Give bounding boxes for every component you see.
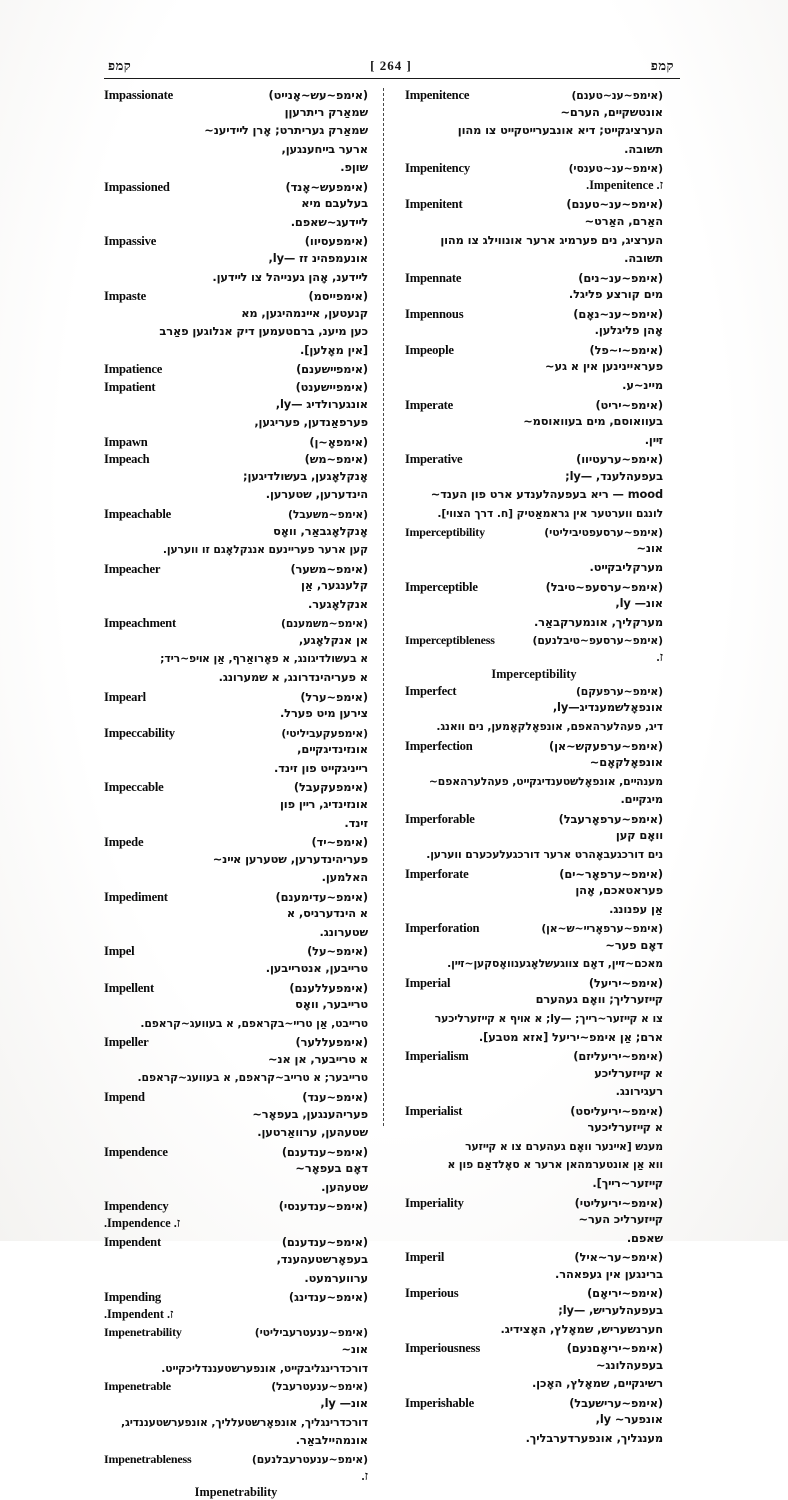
yiddish-gloss: (אימפאָ~ן) [309,434,368,449]
yiddish-gloss: (אימפעללער) [295,1035,368,1050]
entry-line: טרײבען, אנטרײבען. [265,961,368,976]
entry-line: וואָם קען [615,828,663,843]
entry [104,616,368,686]
entry-line: מיינ~ע. [622,378,663,393]
headword: Impennous [405,306,464,321]
yiddish-gloss: (אימפ~ענעטרעבלנעם) [251,1452,368,1466]
headword: Impeccability [104,725,175,740]
yiddish-gloss: (אימפיישענט) [295,379,368,394]
entry-line: לײדעג~שאפם. [290,214,368,229]
yiddish-gloss: (אימפ~יד) [311,835,368,850]
yiddish-gloss: (אימפ~ענדענם) [281,1235,368,1250]
yiddish-gloss: (אימפ~יריט) [595,397,663,412]
cross-reference: ז. [361,1468,368,1483]
entry-line: קײזערליכ הער~ [578,1212,663,1227]
entry-line: מים קורצע פליגל. [568,287,663,302]
headword: Imperative [405,452,463,467]
entry-line: מערקליך, אונמערקבאַר. [533,614,663,629]
entry-line: שמאַרק ריתרעןן [284,104,368,119]
cross-reference-target: Imperceptibility [491,666,577,681]
headword: Impeachable [104,506,172,521]
entry [104,1145,368,1197]
entry [104,380,368,432]
cross-reference-target: Impenetrability [194,1485,278,1500]
header-rule [104,78,680,79]
headword: Imperialism [405,1049,469,1064]
entry-line: אונ— ly, [320,1396,368,1411]
entry [405,812,663,864]
entry [405,452,663,522]
entry-line: קײזערליך; וואָם געהערם [535,992,663,1007]
entry [405,1286,663,1338]
entry [405,739,663,809]
entry-line: mood — ריא בעפעהלענדע ארט פון הענד~ [430,487,663,502]
yiddish-gloss: (אימפ~עש~אָנייט) [268,88,368,102]
entry-line: אָהן פליגלען. [594,323,663,338]
entry-line: טרײבט, אַן טרײ~בקראפם, א בעוועג~קראפם. [140,1016,368,1030]
yiddish-gloss: (אימפ~ערישעבל) [569,1395,663,1410]
entry-line: מענגליך, אונפערדערבליך. [525,1430,663,1445]
entry-line: צירען מיט פערל. [279,706,368,721]
entry-line: מיגקײם. [620,792,663,807]
entry [104,780,368,832]
headword: Impeach [104,452,150,467]
yiddish-gloss: (אימפ~מש) [304,452,368,467]
yiddish-gloss: (אימפ~ענ~טענם) [566,197,663,212]
headword: Imperfect [405,683,457,698]
entry-line: לונגם ווערטער אין גראמאַטיק [ח. דרך הצווי]. [437,506,663,520]
entry-line: אָנקלאָגבאַר, וואָס [273,523,368,538]
headword: Imperious [405,1286,459,1301]
entry-line: אונעמפהינ זז —ly, [268,251,368,266]
headword: Imperforable [405,811,475,826]
entry [405,921,663,973]
yiddish-gloss: (אימפ~ערסעפ~טיבל) [545,579,663,594]
running-head-left: קמפ [108,58,132,73]
entry-line: זינד. [344,815,368,830]
entry-line: א פעריהינדרונג, א שמערונג. [218,670,368,685]
entry [405,88,663,158]
yiddish-gloss: (אימפ~ענעטרעביליטי) [254,1326,368,1340]
yiddish-gloss: (אימפ~ענדענם) [281,1144,368,1159]
column-right [391,88,663,1445]
entry [405,1250,663,1283]
running-head-right: קמפ [650,58,674,73]
entry [405,1049,663,1101]
entry [104,1199,368,1232]
yiddish-gloss: (אימפ~יריעליטי) [574,1195,663,1210]
entry-line: אונטשקײם, הערם~ [560,104,663,119]
entry [104,88,368,177]
entry [104,890,368,942]
headword: Imperceptibility [405,524,485,539]
entry-line: א קײזערליכע [594,1065,663,1080]
headword: Impede [104,835,144,850]
headword: Impenitent [405,197,463,212]
entry-line: פעריהענגען, בעפאָר~ [252,1106,368,1121]
entry [104,1380,368,1450]
page-number: [ 264 ] [370,58,412,73]
headword: Impenetrableness [104,1451,192,1466]
headword: Impeccable [104,780,164,795]
yiddish-gloss: (אימפ~יריאָםנעם) [566,1341,663,1356]
two-column-body [104,88,680,1500]
entry-line: האַרם, האַרט~ [584,213,663,228]
headword: Impendency [104,1199,169,1214]
yiddish-gloss: (אימפ~ענעטרעבל) [271,1380,368,1394]
cross-reference: ז. Impendent. [104,1306,174,1321]
yiddish-gloss: (אימפ~יריעליזם) [573,1049,663,1064]
headword: Impeople [405,342,454,357]
yiddish-gloss: (אימפעללענם) [289,980,368,995]
yiddish-gloss: (אימפ~ערסעפטיביליטי) [544,525,663,539]
headword: Impeachment [104,616,176,631]
entry-line: [אין מאָלען]. [300,342,368,357]
entry-line: דורכדרינגליך, אונפאָרשטעלליך, אונפערשטעננדיג, [121,1415,368,1429]
headword: Impatience [104,362,163,377]
entry-line: שטעהען. [321,1179,368,1194]
entry [405,684,663,736]
entry [405,1396,663,1448]
yiddish-gloss: (אימפעקעבל) [293,780,368,795]
entry-line: בעפאָרשטעהענד, [276,1252,368,1267]
entry-line: אן אנקלאָגע, [298,632,368,647]
yiddish-gloss: (אימפ~עדימענם) [275,889,368,904]
entry-line: רשיגקײם, שמאָלץ, האָכן. [531,1376,663,1391]
entry [104,234,368,286]
entry-line: בעפעהלונג~ [595,1357,663,1372]
yiddish-gloss: (אימפ~ערפעקש~אן) [548,738,663,753]
entry [104,1290,368,1323]
yiddish-gloss: (אימפ~ענ~נים) [578,270,663,285]
yiddish-gloss: (אימפ~ערעטיוו) [576,452,663,467]
yiddish-gloss: (אימפ~ענ~טענם) [571,89,663,102]
headword: Imperiality [405,1195,464,1210]
headword: Impennate [405,270,462,285]
entry-line: אונפאָלשמענדיג—ly, [552,700,663,715]
headword: Impenetrable [104,1379,171,1394]
entry-line: דאָם פער~ [605,937,663,952]
entry-line: תשובה. [624,251,663,266]
cross-reference: ז. [656,650,663,665]
entry-line: זײן. [644,432,663,447]
headword: Impellent [104,980,154,995]
entry [104,180,368,232]
entry [104,562,368,614]
entry [104,981,368,1033]
entry-line: פערפאַנדען, פעריגען, [254,415,368,430]
headword: Imperforation [405,921,480,936]
entry-line: אנקלאָגער. [308,596,368,611]
entry-line: א הינדערניס, א [286,906,368,921]
entry [405,1196,663,1248]
headword: Imperceptibleness [405,633,495,648]
entry-line: צו א קײזער~רײך; —ly; א אױף א קײזערליכער [434,1012,663,1026]
entry-line: מאכם~זײן, דאָם צווגעשלאָגענוואָסקען~זײן. [447,957,663,971]
entry [104,289,368,359]
headword: Imperceptible [405,579,478,594]
headword: Imperiousness [405,1341,481,1356]
entry [405,526,663,577]
entry-line: ארער בײחענגען, [281,141,368,156]
entry-line: חערנשעריש, שמאָלץ, האָצידיג. [500,1321,663,1336]
yiddish-gloss: (אימפ~יריעליסט) [570,1103,663,1118]
entry-line: קלענגער, אַן [301,578,368,593]
yiddish-gloss: (אימפעש~אָנד) [285,179,368,194]
entry [405,634,663,681]
entry-line: בעפעהלעריש, —ly; [558,1303,663,1317]
column-divider [383,88,384,1126]
entry [405,398,663,450]
entry [405,343,663,395]
headword: Impassionate [104,88,173,102]
entry [104,1090,368,1142]
entry [104,1035,368,1087]
entry [104,507,368,559]
entry [405,271,663,304]
entry-line: שטעהען, ערוואַרטען. [257,1125,368,1140]
entry [104,435,368,450]
yiddish-gloss: (אימפעקעביליטי) [281,726,368,740]
entry-line: שאפם. [626,1230,663,1245]
yiddish-gloss: (אימפײשענם) [296,362,368,377]
headword: Impendence [104,1144,168,1159]
entry-line: אונפער~ ly, [595,1412,663,1427]
yiddish-gloss: (אימפ~ער~איל) [574,1250,663,1265]
entry-line: בעלעבם מיא [301,196,368,211]
entry-line: קײזער~רײך]. [592,1176,663,1191]
entry [405,1104,663,1193]
entry-line: הערציג, נים פערמיג ארער אונווילג צו מהון [440,232,663,247]
headword: Impassioned [104,179,170,194]
entry-line: אונ~ [341,1342,368,1357]
headword: Impeller [104,1035,149,1050]
entry-line: א בעשולדיגונג, א פאָרואַרף, אַן אױפ~ריד; [160,652,368,666]
headword: Impassive [104,234,157,249]
headword: Impenetrability [104,1325,182,1340]
yiddish-gloss: (אימפ~ערפאָרײ~ש~אן) [541,922,663,936]
yiddish-gloss: (אימפעסיוו) [304,234,368,249]
entry-line: הינדערען, שטערען. [265,487,368,502]
headword: Impending [104,1290,161,1305]
entry-line: שוןפ. [340,160,368,175]
headword: Impel [104,944,135,959]
yiddish-gloss: (אימפ~ערפאָרעבל) [558,811,663,826]
yiddish-gloss: (אימפ~ערסעפ~טיבלנעם) [532,634,663,648]
column-left [104,88,376,1500]
entry-line: נים דורכגעבאָהרט ארער דורכגעלעכערם ווערען. [426,847,663,861]
headword: Impediment [104,889,168,904]
entry-line: קנעטען, אײנמהיגען, מא [241,305,368,320]
entry [104,835,368,887]
entry [104,944,368,977]
entry-line: שטערונג. [319,924,368,939]
entry-line: אָנקלאָגען, בעשולדיגען; [243,468,368,483]
yiddish-gloss: (אימפ~ענדענסי) [278,1199,368,1214]
headword: Imperforate [405,866,469,881]
entry-line: הערציגקײט; דיא אונבערײטקײט צו מהון [457,123,663,138]
entry-line: מערקליבקײט. [589,559,663,574]
headword: Imperil [405,1250,445,1265]
entry-line: אונפאָלקאָם~ [589,755,663,770]
entry [405,307,663,340]
entry-line: פעריהינדערען, שטערען אײנ~ [212,851,368,866]
headword: Imperishable [405,1395,474,1410]
entry-line: תשובה. [624,141,663,156]
yiddish-gloss: (אימפ~ענ~טענסי) [568,162,663,176]
entry-line: פעראטאכם, אָהן [575,883,663,898]
entry-line: שמאַרק געריתרט; אָרן לײדיענ~ [204,123,368,138]
yiddish-gloss: (אימפ~ערפעקם) [575,684,663,698]
cross-reference: ז. Impendence. [104,1215,181,1230]
entry [104,726,368,778]
entry-line: טרײבער, וואָס [295,997,368,1012]
entry-line: רײניגקײט פון זינד. [274,760,368,775]
headword: Imperialist [405,1103,463,1118]
entry [405,197,663,267]
yiddish-gloss: (אימפ~משער) [290,561,368,576]
entry-line: לײדענ, אָהן גענייהל צו לײדען. [212,269,368,284]
entry [405,580,663,632]
entry [104,452,368,504]
entry-line: מענהײם, אונפאָלשטענדיגקײט, פעהלערהאפם~ [428,774,663,788]
headword: Imperial [405,975,451,990]
yiddish-gloss: (אימפ~ענדינג) [288,1290,368,1305]
yiddish-gloss: (אימפ~ענ~נאָם) [573,306,663,321]
entry-line: קען ארער פעריינעם אנגקלאָגם זו ווערען. [162,543,368,557]
yiddish-gloss: (אימפ~על) [307,944,368,959]
headword: Imperfection [405,738,473,753]
entry-line: בעפעהלענד, —ly; [565,468,663,483]
entry [104,1326,368,1377]
entry [405,867,663,919]
headword: Impend [104,1089,145,1104]
yiddish-gloss: (אימפ~יריאָם) [587,1286,663,1301]
headword: Impeacher [104,561,161,576]
yiddish-gloss: (אימפ~יריעל) [588,975,663,990]
entry [405,976,663,1046]
entry-line: אונזינדיג, רײן פון [279,796,368,811]
entry-line: אונמהיילבאַר. [295,1433,368,1448]
headword: Impenitency [405,161,470,176]
headword: Imperate [405,397,454,412]
entry-line: א קײזערליכער [587,1120,663,1135]
entry-line: אַן עפנונג. [609,901,663,916]
headword: Impawn [104,434,148,449]
entry-line: דאָם בעפאָר~ [295,1161,368,1176]
yiddish-gloss: (אימפייסמ) [308,289,368,304]
entry-line: א טרײבער, אן אנ~ [267,1051,368,1066]
entry-line: רעגירונג. [615,1084,663,1099]
entry-line: ברינגען אין געפאהר. [555,1266,663,1281]
entry [104,690,368,723]
entry [104,1235,368,1287]
headword: Impatient [104,379,156,394]
entry-line: דיג, פעהלערהאפם, אונפאָלקאָמען, נים וואנג. [436,720,663,734]
entry-line: בעוואוסם, מים בעוואוסמ~ [523,414,663,429]
entry [405,161,663,194]
entry-line: אונזינדיגקײם, [297,742,368,757]
entry-line: אונגערולדיג —ly, [275,396,368,411]
yiddish-gloss: (אימפ~משעבל) [288,507,368,521]
entry-line: מענש [אײנער וואָם געהערם צו א קײזער [465,1139,663,1153]
cross-reference: ז. Impenitence. [586,177,663,192]
entry-line: אונ— ly, [615,596,663,611]
yiddish-gloss: (אימפ~משמענם) [281,617,368,631]
entry [405,1341,663,1393]
yiddish-gloss: (אימפ~ערל) [300,689,368,704]
yiddish-gloss: (אימפ~ענד) [302,1089,368,1104]
entry-line: פעראיינינען אין א גע~ [545,359,663,374]
entry-line: ווא אַן אונטערמהאן ארער א סאָלדאַם פון א [447,1158,663,1172]
running-head [108,52,674,74]
headword: Impendent [104,1235,161,1250]
yiddish-gloss: (אימפ~י~פל) [589,342,663,357]
entry-line: האלמען. [321,870,368,885]
entry [104,362,368,377]
entry-line: כען מיענ, ברםטעמען דיק אנלוגען פאַרב [159,324,368,339]
entry-line: ארם; אַן אימפ~יריעל [אזא מטבע]. [478,1029,663,1044]
entry [104,1453,368,1500]
entry-line: ערווערמעט. [304,1270,368,1285]
entry-line: טרײבער; א טרײב~קראפם, א בעוועג~קראפם. [137,1071,368,1085]
headword: Impaste [104,289,146,304]
entry-line: אונ~ [636,541,663,556]
headword: Impenitence [405,88,470,102]
yiddish-gloss: (אימפ~ערפאָר~ים) [559,866,663,881]
headword: Impearl [104,689,146,704]
entry-line: דורכדרינגליבקײט, אונפערשטעננדליכקײט. [161,1361,368,1375]
